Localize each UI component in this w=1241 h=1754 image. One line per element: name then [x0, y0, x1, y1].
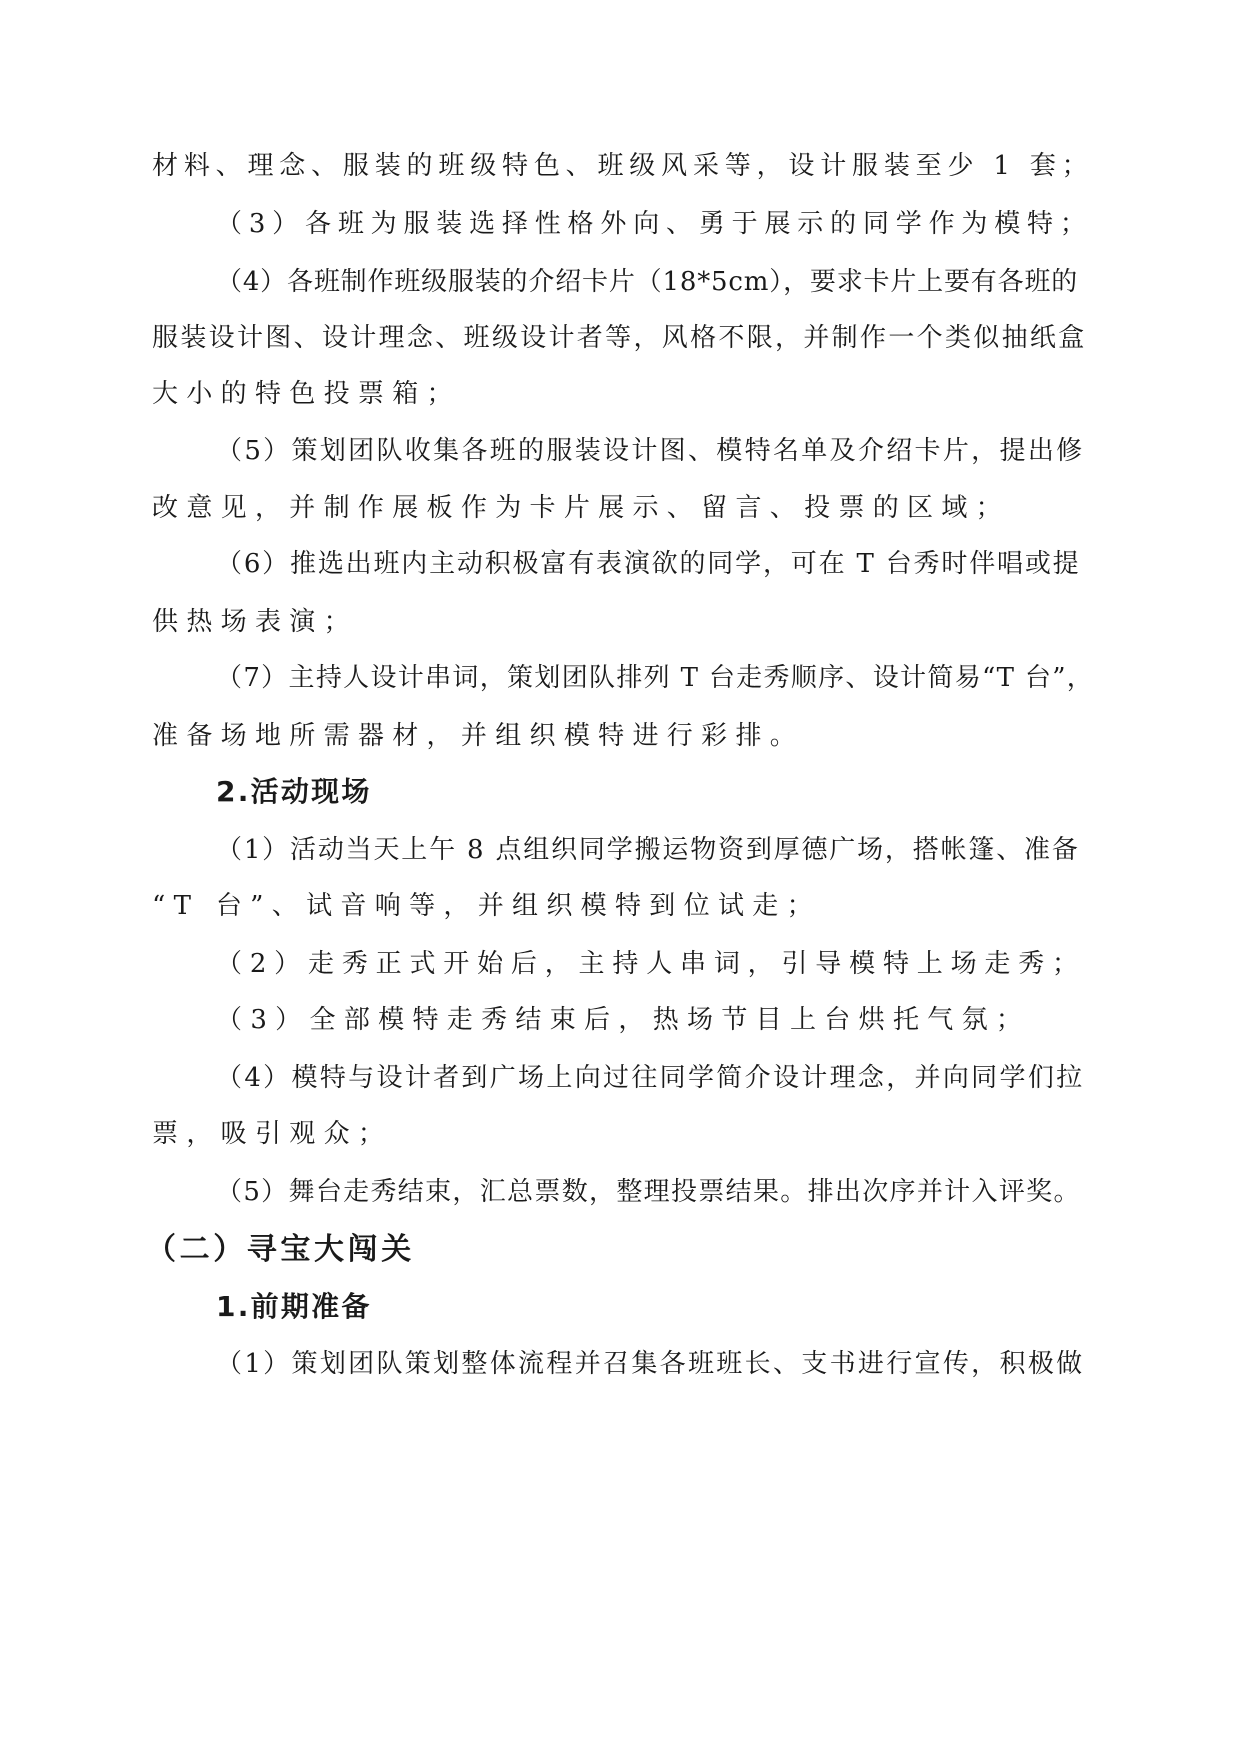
paragraph-line: （1）策划团队策划整体流程并召集各班班长、支书进行宣传，积极做 [216, 1349, 1085, 1379]
paragraph-line: 大小的特色投票箱； [152, 379, 461, 409]
paragraph-line: 服装设计图、设计理念、班级设计者等，风格不限，并制作一个类似抽纸盒 [152, 323, 1087, 353]
paragraph-line: 票，吸引观众； [152, 1119, 393, 1149]
paragraph-line: “T 台”、试音响等，并组织模特到位试走； [152, 891, 821, 921]
paragraph-line: （4）各班制作班级服装的介绍卡片（18*5cm），要求卡片上要有各班的 [216, 267, 1079, 297]
paragraph-line: 材料、理念、服装的班级特色、班级风采等，设计服装至少 1 套； [152, 151, 1094, 181]
paragraph-line: （7）主持人设计串词，策划团队排列 T 台走秀顺序、设计简易“T 台”， [216, 663, 1095, 693]
paragraph-line: 准备场地所需器材，并组织模特进行彩排。 [152, 721, 805, 751]
paragraph-line: （5）策划团队收集各班的服装设计图、模特名单及介绍卡片，提出修 [216, 436, 1085, 466]
paragraph-line: （3）各班为服装选择性格外向、勇于展示的同学作为模特； [216, 209, 1093, 239]
paragraph-line: （6）推选出班内主动积极富有表演欲的同学，可在 T 台秀时伴唱或提 [216, 549, 1081, 579]
paragraph-line: （3）全部模特走秀结束后，热场节目上台烘托气氛； [216, 1005, 1031, 1035]
paragraph-line: （1）活动当天上午 8 点组织同学搬运物资到厚德广场，搭帐篷、准备 [216, 835, 1080, 865]
paragraph-line: （2）走秀正式开始后，主持人串词，引导模特上场走秀； [216, 949, 1086, 979]
section-heading-on-site: 2.活动现场 [216, 775, 372, 808]
paragraph-line: 供热场表演； [152, 607, 358, 637]
subsection-heading-preparation: 1.前期准备 [216, 1290, 372, 1323]
paragraph-line: 改意见，并制作展板作为卡片展示、留言、投票的区域； [152, 493, 1011, 523]
section-heading-treasure: （二）寻宝大闯关 [146, 1232, 415, 1267]
paragraph-line: （5）舞台走秀结束，汇总票数，整理投票结果。排出次序并计入评奖。 [216, 1177, 1081, 1207]
paragraph-line: （4）模特与设计者到广场上向过往同学简介设计理念，并向同学们拉 [216, 1063, 1085, 1093]
